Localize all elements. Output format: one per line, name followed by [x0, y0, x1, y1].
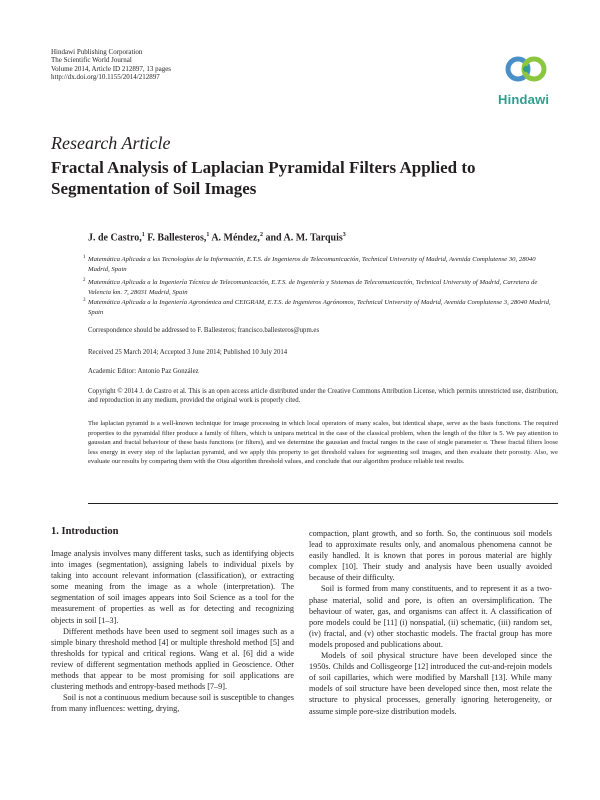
body-paragraph: Different methods have been used to segment soil images such as a simple binary threshold method [4] or multiple threshold method [5] and thresholds for typical and critical regions. Wang et al. [6] did a wide review of different segmentation methods applied in Geoscience. Other methods that appear to be most promising for soil applications are clustering methods and entropy-based methods [7–9].: [51, 626, 294, 692]
article-title: Fractal Analysis of Laplacian Pyramidal Filters Applied to Segmentation of Soil Images: [51, 158, 476, 198]
affiliation-2: [83, 276, 558, 297]
author-affil-mark: 1: [141, 232, 145, 238]
editor-line: Academic Editor: Antonio Paz González: [88, 368, 199, 375]
body-paragraph: Models of soil physical structure have been developed since the 1950s. Childs and Collisgeorge [12] introduced the cut-and-rejoin models of soil capillaries, which were modified by Marshall [13]. While many models of soil structure have been developed since then, most relate the structure to physical processes, generally ignoring heterogeneity, or assume simple pore-size distribution models.: [309, 651, 552, 716]
dates-line: Received 25 March 2014; Accepted 3 June 2014; Published 10 July 2014: [88, 349, 288, 356]
body-column-right: [309, 528, 552, 717]
author-affil-mark: 1: [206, 232, 210, 238]
author-name: and A. M. Tarquis: [265, 232, 343, 244]
article-type: Research Article: [51, 133, 171, 153]
body-paragraph: Soil is not a continuous medium because soil is susceptible to changes from many influences: wetting, drying,: [51, 693, 294, 714]
body-column-left: [51, 548, 294, 714]
affiliation-3: [83, 296, 558, 317]
affiliation-text: Matemática Aplicada a las Tecnologías de la Información, E.T.S. de Ingenieros de Telecomunicación, Technical University of Madrid, Avenida Complutense 30, 28040 Madrid, Spain: [88, 256, 536, 273]
copyright-notice: Copyright © 2014 J. de Castro et al. This is an open access article distributed under the Creative Commons Attribution License, which permits unrestricted use, distribution, and reproduction in any medium, provided the original work is properly cited.: [88, 388, 558, 405]
author-affil-mark: 2: [259, 232, 263, 238]
abstract-text: The laplacian pyramid is a well-known technique for image processing in which local operators of many scales, but identical shape, serve as the basis functions. The required properties to the pyramidal filter produce a family of filters, which is unipara metrical in the case of the classical problem, when the length of the filter is 5. We pay attention to gaussian and fractal behaviour of these basis functions (or filters), and we determine the gaussian and fractal ranges in the case of single parameter α. These fractal filters loose less energy in every step of the laplacian pyramid, and we apply this property to get threshold values for segmenting soil images, and then evaluate their porosity. Also, we evaluate our results by comparing them with the Otsu algorithm threshold values, and conclude that our algorithm produce reliable test results.: [88, 420, 558, 466]
section-heading: 1. Introduction: [51, 526, 119, 537]
correspondence-line: Correspondence should be addressed to F. Ballesteros; francisco.ballesteros@upm.es: [88, 327, 320, 334]
body-paragraph: Soil is formed from many constituents, and to represent it as a two-phase material, solid and pore, is often an oversimplification. The behaviour of water, gas, and organisms can affect it. A classification of pore models could be [11] (i) nonspatial, (ii) schematic, (iii) random set, (iv) fractal, and (v) other stochastic models. The fractal group has more models proposed and publications about.: [309, 584, 552, 649]
volume-info: Volume 2014, Article ID 212897, 13 pages: [51, 64, 172, 73]
publisher-name: Hindawi Publishing Corporation: [51, 48, 143, 56]
doi-link[interactable]: http://dx.doi.org/10.1155/2014/212897: [51, 73, 160, 82]
section-divider: [88, 503, 558, 504]
affiliation-1: [83, 253, 558, 274]
affiliation-mark: 2: [83, 278, 86, 283]
publication-header: [51, 48, 171, 82]
author-name: A. Méndez,: [211, 232, 260, 244]
affiliation-mark: 1: [83, 255, 86, 260]
hindawi-logo-text: Hindawi: [498, 92, 550, 107]
author-name: J. de Castro,: [88, 232, 142, 244]
author-list: [88, 232, 346, 243]
author-name: F. Ballesteros,: [147, 232, 207, 244]
affiliation-text: Matemática Aplicada a la Ingeniería Agronómica and CEIGRAM, E.T.S. de Ingenieros Agrónomos, Technical University of Madrid, Avenida Complutense 3, 28040 Madrid, Spain: [88, 299, 551, 316]
author-affil-mark: 3: [342, 232, 346, 238]
body-paragraph: Image analysis involves many different tasks, such as identifying objects into images (segmentation), assigning labels to individual pixels by taking into account relevant information (classification), or extracting some meaning from the image as a whole (interpretation). The segmentation of soil images appears into Soil Science as a tool for the measurement of properties as well as for detecting and recognizing objects in soil [1–3].: [51, 549, 294, 625]
affiliation-mark: 3: [83, 298, 86, 303]
affiliation-text: Matemática Aplicada a la Ingeniería Técnica de Telecomunicación, E.T.S. de Ingeniería y Sistemas de Telecomunicación, Technical University of Madrid, Carretera de Valencia km. 7, 28031 Madrid, Spain: [88, 279, 538, 296]
journal-name: The Scientific World Journal: [51, 56, 132, 65]
body-paragraph: compaction, plant growth, and so forth. So, the continuous soil models lead to approximate results only, and anomalous phenomena cannot be easily handled. It is known that pores in porous material are highly complex [10]. Their study and analysis have been usually avoided because of their difficulty.: [309, 529, 552, 583]
